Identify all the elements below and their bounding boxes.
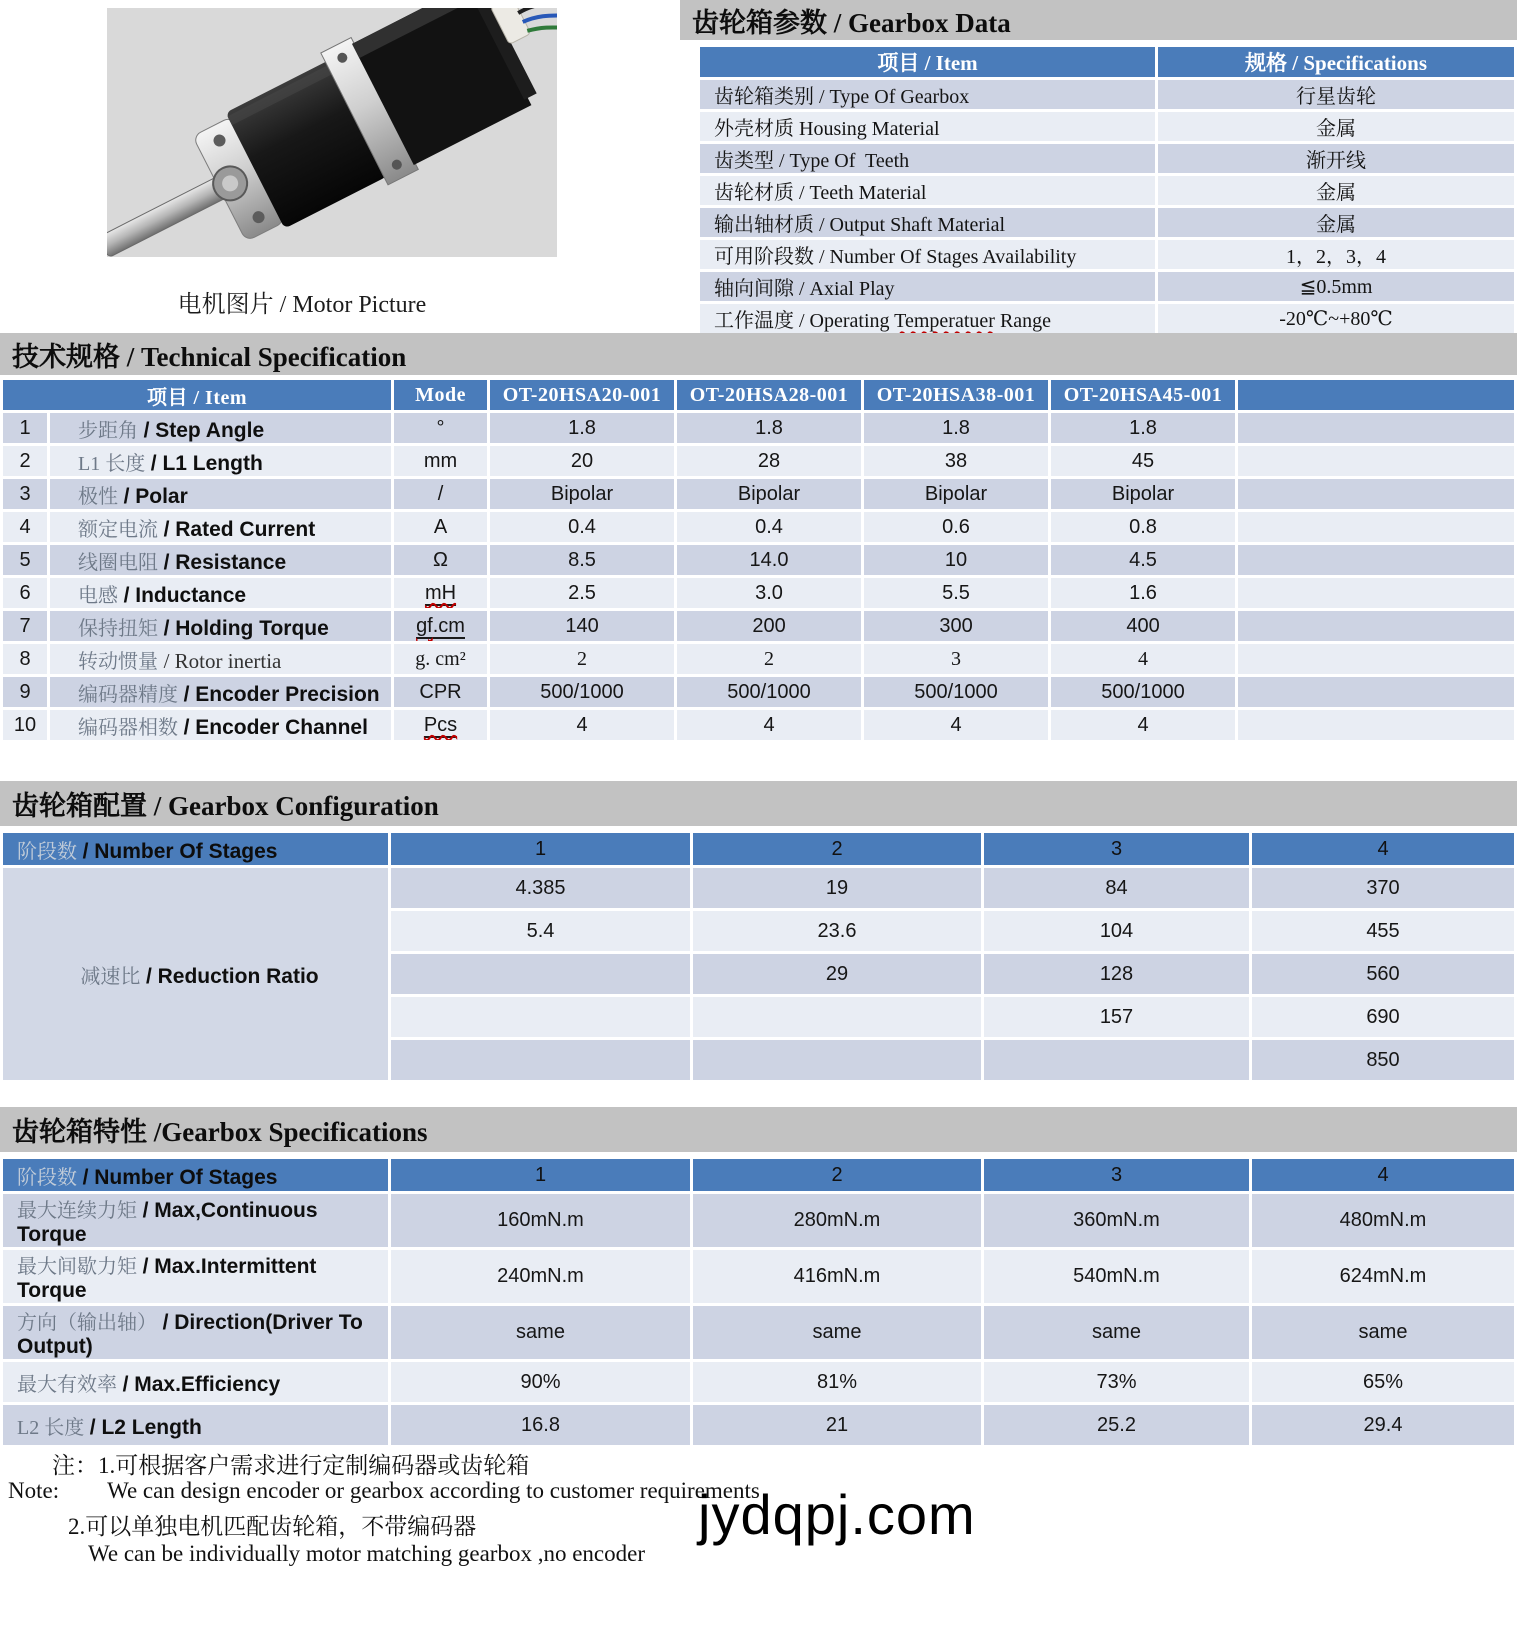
reduction-ratio-value: 5.4 [391, 911, 690, 951]
spec-value: Bipolar [677, 479, 861, 509]
gearbox-specs-row [3, 1250, 1514, 1303]
spec-value: 0.4 [490, 512, 674, 542]
gearbox-data-spec: -20℃~+80℃ [1158, 304, 1514, 333]
technical-spec-header-row [3, 380, 1514, 410]
row-number: 7 [3, 611, 47, 641]
stage-header: 2 [693, 833, 981, 865]
row-number: 10 [3, 710, 47, 740]
spec-value: 28 [677, 446, 861, 476]
gearbox-data-header-spec: 规格 / Specifications [1158, 47, 1514, 77]
spec-value: 4 [1051, 644, 1235, 674]
gearbox-data-row [700, 208, 1514, 237]
spec-value: 1.6 [1051, 578, 1235, 608]
gearbox-config-title-band [0, 781, 1517, 826]
item-label: 保持扭矩 / Holding Torque [50, 611, 391, 641]
stage-header: 1 [391, 833, 690, 865]
stages-header-label: 阶段数 / Number Of Stages [3, 833, 388, 865]
unit-cell: g. cm² [394, 644, 487, 674]
gearbox-config-title: 齿轮箱配置 / Gearbox Configuration [12, 791, 439, 821]
row-number: 5 [3, 545, 47, 575]
tech-header-model: OT-20HSA20-001 [490, 380, 674, 410]
tech-header-mode: Mode [394, 380, 487, 410]
spec-value: 2.5 [490, 578, 674, 608]
gearbox-config-table [0, 830, 1517, 1083]
gearbox-specs-value: 29.4 [1252, 1405, 1514, 1445]
spec-value: 500/1000 [490, 677, 674, 707]
gearbox-specs-value: 624mN.m [1252, 1250, 1514, 1303]
unit-cell: mm [394, 446, 487, 476]
spec-value: 200 [677, 611, 861, 641]
gearbox-data-title-band [680, 0, 1517, 40]
row-number: 3 [3, 479, 47, 509]
unit-cell: / [394, 479, 487, 509]
reduction-ratio-value: 104 [984, 911, 1249, 951]
spec-value: 300 [864, 611, 1048, 641]
row-number: 4 [3, 512, 47, 542]
reduction-ratio-value [391, 954, 690, 994]
gearbox-data-spec: 金属 [1158, 176, 1514, 205]
spec-value: 45 [1051, 446, 1235, 476]
technical-spec-row [3, 446, 1514, 476]
reduction-ratio-value: 690 [1252, 997, 1514, 1037]
gearbox-specs-value: 416mN.m [693, 1250, 981, 1303]
gearbox-specs-value: 21 [693, 1405, 981, 1445]
row-number: 1 [3, 413, 47, 443]
note-line-en-2: We can be individually motor matching gearbox ,no encoder [88, 1541, 645, 1566]
technical-spec-row [3, 479, 1514, 509]
item-label: 编码器精度 / Encoder Precision [50, 677, 391, 707]
gearbox-specs-value: same [391, 1306, 690, 1359]
gearbox-data-row [700, 112, 1514, 141]
spec-value: 0.6 [864, 512, 1048, 542]
gearbox-data-item: 齿轮材质 / Teeth Material [700, 176, 1155, 205]
technical-spec-title: 技术规格 / Technical Specification [12, 341, 407, 372]
gearbox-specs-value: 280mN.m [693, 1194, 981, 1247]
item-label: 转动惯量 / Rotor inertia [50, 644, 391, 674]
underline [424, 714, 457, 738]
gearbox-specs-value: 25.2 [984, 1405, 1249, 1445]
spec-value: 5.5 [864, 578, 1048, 608]
technical-spec-row [3, 677, 1514, 707]
stages-header-label: 阶段数 / Number Of Stages [3, 1159, 388, 1191]
blank-cell [1238, 545, 1514, 575]
stage-header: 3 [984, 833, 1249, 865]
reduction-ratio-value [984, 1040, 1249, 1080]
spec-value: 2 [677, 644, 861, 674]
gearbox-data-table [697, 44, 1517, 368]
spec-value: Bipolar [490, 479, 674, 509]
gearbox-data-item: 轴向间隙 / Axial Play [700, 272, 1155, 301]
unit-cell: A [394, 512, 487, 542]
stage-header: 4 [1252, 1159, 1514, 1191]
row-number: 6 [3, 578, 47, 608]
technical-spec-row [3, 512, 1514, 542]
spec-value: 1.8 [490, 413, 674, 443]
gearbox-specs-row [3, 1405, 1514, 1445]
reduction-ratio-value: 128 [984, 954, 1249, 994]
spec-value: 500/1000 [864, 677, 1048, 707]
gearbox-specs-value: 160mN.m [391, 1194, 690, 1247]
reduction-ratio-value: 23.6 [693, 911, 981, 951]
blank-cell [1238, 578, 1514, 608]
motor-photo [107, 8, 557, 257]
spec-value: 38 [864, 446, 1048, 476]
spec-value: 500/1000 [1051, 677, 1235, 707]
technical-spec-row [3, 545, 1514, 575]
row-number: 2 [3, 446, 47, 476]
spec-value: 4.5 [1051, 545, 1235, 575]
note-line-zh-1: 注：1.可根据客户需求进行定制编码器或齿轮箱 [52, 1453, 530, 1478]
spec-value: 0.4 [677, 512, 861, 542]
tech-header-model: OT-20HSA45-001 [1051, 380, 1235, 410]
gearbox-data-spec: 1，2，3，4 [1158, 240, 1514, 269]
unit-cell [394, 611, 487, 641]
row-number: 8 [3, 644, 47, 674]
gearbox-specs-value: 240mN.m [391, 1250, 690, 1303]
technical-spec-title-band [0, 333, 1517, 375]
reduction-ratio-value [391, 1040, 690, 1080]
spellcheck-squiggle: mH [424, 581, 457, 604]
blank-cell [1238, 479, 1514, 509]
unit-cell [394, 578, 487, 608]
reduction-ratio-row [3, 868, 1514, 908]
gearbox-data-item: 输出轴材质 / Output Shaft Material [700, 208, 1155, 237]
blank-cell [1238, 710, 1514, 740]
blank-cell [1238, 512, 1514, 542]
gearbox-data-spec: 金属 [1158, 112, 1514, 141]
spec-value: 4 [1051, 710, 1235, 740]
spec-value: 400 [1051, 611, 1235, 641]
gearbox-data-row [700, 240, 1514, 269]
gearbox-specs-value: 540mN.m [984, 1250, 1249, 1303]
reduction-ratio-value: 84 [984, 868, 1249, 908]
spec-value: 3.0 [677, 578, 861, 608]
stage-header: 3 [984, 1159, 1249, 1191]
underline [425, 582, 456, 606]
gearbox-data-spec: 行星齿轮 [1158, 80, 1514, 109]
note-label: Note: [8, 1478, 60, 1503]
gearbox-data-row [700, 144, 1514, 173]
spec-value: 0.8 [1051, 512, 1235, 542]
reduction-ratio-value: 455 [1252, 911, 1514, 951]
stage-header: 1 [391, 1159, 690, 1191]
gearbox-data-row [700, 176, 1514, 205]
reduction-ratio-value [693, 1040, 981, 1080]
spec-value: 140 [490, 611, 674, 641]
technical-spec-table [0, 377, 1517, 743]
tech-header-model: OT-20HSA28-001 [677, 380, 861, 410]
spec-value: 2 [490, 644, 674, 674]
gearbox-data-row [700, 272, 1514, 301]
row-number: 9 [3, 677, 47, 707]
gearbox-data-item: 齿轮箱类别 / Type Of Gearbox [700, 80, 1155, 109]
gearbox-specs-value: 360mN.m [984, 1194, 1249, 1247]
spec-value: 4 [864, 710, 1048, 740]
item-label: 编码器相数 / Encoder Channel [50, 710, 391, 740]
spellcheck-squiggle: Temperatuer [894, 310, 995, 332]
gearbox-data-item: 外壳材质 Housing Material [700, 112, 1155, 141]
spec-value: 1.8 [677, 413, 861, 443]
tech-header-blank [1238, 380, 1514, 410]
gearbox-data-spec: 金属 [1158, 208, 1514, 237]
item-label: 步距角 / Step Angle [50, 413, 391, 443]
spec-value: 1.8 [864, 413, 1048, 443]
reduction-ratio-value: 370 [1252, 868, 1514, 908]
spec-value: 10 [864, 545, 1048, 575]
blank-cell [1238, 611, 1514, 641]
gearbox-data-header-row [700, 47, 1514, 77]
gearbox-specs-table [0, 1156, 1517, 1448]
gearbox-specs-value: same [1252, 1306, 1514, 1359]
item-label: 极性 / Polar [50, 479, 391, 509]
gearbox-specs-item: 方向（输出轴） / Direction(Driver To Output) [3, 1306, 388, 1359]
tech-header-model: OT-20HSA38-001 [864, 380, 1048, 410]
motor-illustration [107, 8, 557, 257]
gearbox-data-item: 可用阶段数 / Number Of Stages Availability [700, 240, 1155, 269]
spellcheck-squiggle: Pcs [423, 713, 458, 736]
gearbox-data-item: 齿类型 / Type Of Teeth [700, 144, 1155, 173]
note-line-zh-2: 2.可以单独电机匹配齿轮箱，不带编码器 [68, 1514, 477, 1539]
gearbox-specs-value: 81% [693, 1362, 981, 1402]
spec-value: 1.8 [1051, 413, 1235, 443]
spec-value: 500/1000 [677, 677, 861, 707]
spec-value: Bipolar [864, 479, 1048, 509]
gearbox-specs-item: L2 长度 / L2 Length [3, 1405, 388, 1445]
reduction-ratio-value: 4.385 [391, 868, 690, 908]
spec-value: 4 [490, 710, 674, 740]
spec-value: 14.0 [677, 545, 861, 575]
reduction-ratio-label: 减速比 / Reduction Ratio [3, 868, 388, 1080]
blank-cell [1238, 677, 1514, 707]
reduction-ratio-value: 157 [984, 997, 1249, 1037]
stage-header: 4 [1252, 833, 1514, 865]
unit-cell: Ω [394, 545, 487, 575]
unit-cell [394, 710, 487, 740]
spec-value: 3 [864, 644, 1048, 674]
gearbox-specs-value: 65% [1252, 1362, 1514, 1402]
technical-spec-row [3, 644, 1514, 674]
gearbox-specs-row [3, 1362, 1514, 1402]
gearbox-specs-row [3, 1306, 1514, 1359]
gearbox-specs-value: 90% [391, 1362, 690, 1402]
gearbox-specs-value: 16.8 [391, 1405, 690, 1445]
gearbox-data-spec: 渐开线 [1158, 144, 1514, 173]
technical-spec-row [3, 578, 1514, 608]
gearbox-specs-row [3, 1194, 1514, 1247]
reduction-ratio-value: 850 [1252, 1040, 1514, 1080]
note-line-en-1 [8, 1478, 760, 1504]
gearbox-data-row [700, 80, 1514, 109]
gearbox-data-spec: ≦0.5mm [1158, 272, 1514, 301]
item-label: 线圈电阻 / Resistance [50, 545, 391, 575]
note-text: We can design encoder or gearbox according to customer requirements [107, 1478, 760, 1503]
gearbox-specs-title-band [0, 1107, 1517, 1152]
blank-cell [1238, 446, 1514, 476]
item-label: 电感 / Inductance [50, 578, 391, 608]
motor-photo-caption: 电机图片 / Motor Picture [177, 292, 427, 318]
gearbox-specs-item: 最大间歇力矩 / Max.Intermittent Torque [3, 1250, 388, 1303]
unit-cell: ° [394, 413, 487, 443]
gearbox-data-title: 齿轮箱参数 / Gearbox Data [692, 7, 1011, 38]
gearbox-specs-title: 齿轮箱特性 /Gearbox Specifications [12, 1117, 428, 1147]
technical-spec-row [3, 710, 1514, 740]
item-label: 额定电流 / Rated Current [50, 512, 391, 542]
gearbox-data-row [700, 304, 1514, 333]
gearbox-specs-value: same [693, 1306, 981, 1359]
gearbox-data-item: 工作温度 / Operating Temperatuer Range [700, 304, 1155, 333]
technical-spec-row [3, 413, 1514, 443]
unit-cell: CPR [394, 677, 487, 707]
technical-spec-row [3, 611, 1514, 641]
gearbox-specs-value: 480mN.m [1252, 1194, 1514, 1247]
gearbox-specs-item: 最大连续力矩 / Max,Continuous Torque [3, 1194, 388, 1247]
stage-header: 2 [693, 1159, 981, 1191]
spellcheck-squiggle: gf [416, 614, 433, 637]
spec-value: 4 [677, 710, 861, 740]
gearbox-specs-item: 最大有效率 / Max.Efficiency [3, 1362, 388, 1402]
blank-cell [1238, 644, 1514, 674]
reduction-ratio-value: 19 [693, 868, 981, 908]
gearbox-config-header-row [3, 833, 1514, 865]
gearbox-data-header-item: 项目 / Item [700, 47, 1155, 77]
reduction-ratio-value: 560 [1252, 954, 1514, 994]
reduction-ratio-value [693, 997, 981, 1037]
reduction-ratio-value: 29 [693, 954, 981, 994]
gearbox-specs-value: 73% [984, 1362, 1249, 1402]
gearbox-specs-header-row [3, 1159, 1514, 1191]
underline: gf.cm [416, 614, 465, 637]
watermark: jydqpj.com [698, 1483, 976, 1546]
spec-value: 8.5 [490, 545, 674, 575]
item-label: L1 长度 / L1 Length [50, 446, 391, 476]
spec-value: 20 [490, 446, 674, 476]
spec-value: Bipolar [1051, 479, 1235, 509]
reduction-ratio-value [391, 997, 690, 1037]
gearbox-specs-value: same [984, 1306, 1249, 1359]
tech-header-item: 项目 / Item [3, 380, 391, 410]
blank-cell [1238, 413, 1514, 443]
